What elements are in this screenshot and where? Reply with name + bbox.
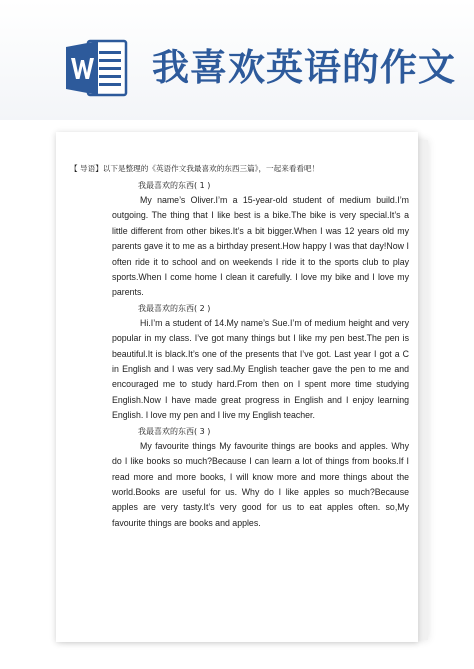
section-paragraph-3: My favourite things My favourite things are books and apples. Why do I like books so much?Because I can learn a lot of things from books.If I read more and more books, I will know more and more things about the world.Books are useful for us. Why do I like apples so much?Because apples are very tasty.It’s very good for us to eat apples often. so,My favourite things are books and apples.: [112, 440, 409, 528]
word-icon: [66, 38, 128, 98]
guide-text: 【 导语】以下是整理的《英语作文我最喜欢的东西三篇》，一起来看看吧！: [70, 164, 320, 173]
section-heading-3: 我最喜欢的东西( 3 ): [138, 426, 211, 436]
section-paragraph-1: My name’s Oliver.I’m a 15-year-old student of medium build.I’m outgoing. The thing that I like best is a bike.The bike is very special.It’s a little different from other bikes.It’s a bit bigger.When I was 12 years old my parents gave it to me as a birthday present.How happy I was that day!Now I often ride it to school and on weekends I ride it to the sports club to play sports.When I come home I clean it carefully. I love my bike and I love my parents.: [112, 195, 409, 298]
header-banner: [0, 0, 474, 120]
section-heading-1: 我最喜欢的东西( 1 ): [138, 181, 211, 190]
section-paragraph-2: Hi.I’m a student of 14.My name’s Sue.I’m of medium height and very popular in my class. I’ve got many things but I like my pen best.The pen is beautiful.It is black.It’s one of the presents that I’ve got. Last year I got a C in English and I was very sad.My English teacher gave the pen to me and encouraged me to study hard.From then on I spent more time studying English.Now I have made great progress in English and I enjoy learning English. I love my pen and I live my English teacher.: [112, 317, 409, 421]
document-body: [112, 178, 409, 531]
section-heading-2: 我最喜欢的东西( 2 ): [138, 303, 211, 313]
document-title: 我喜欢英语的作文: [152, 45, 456, 89]
